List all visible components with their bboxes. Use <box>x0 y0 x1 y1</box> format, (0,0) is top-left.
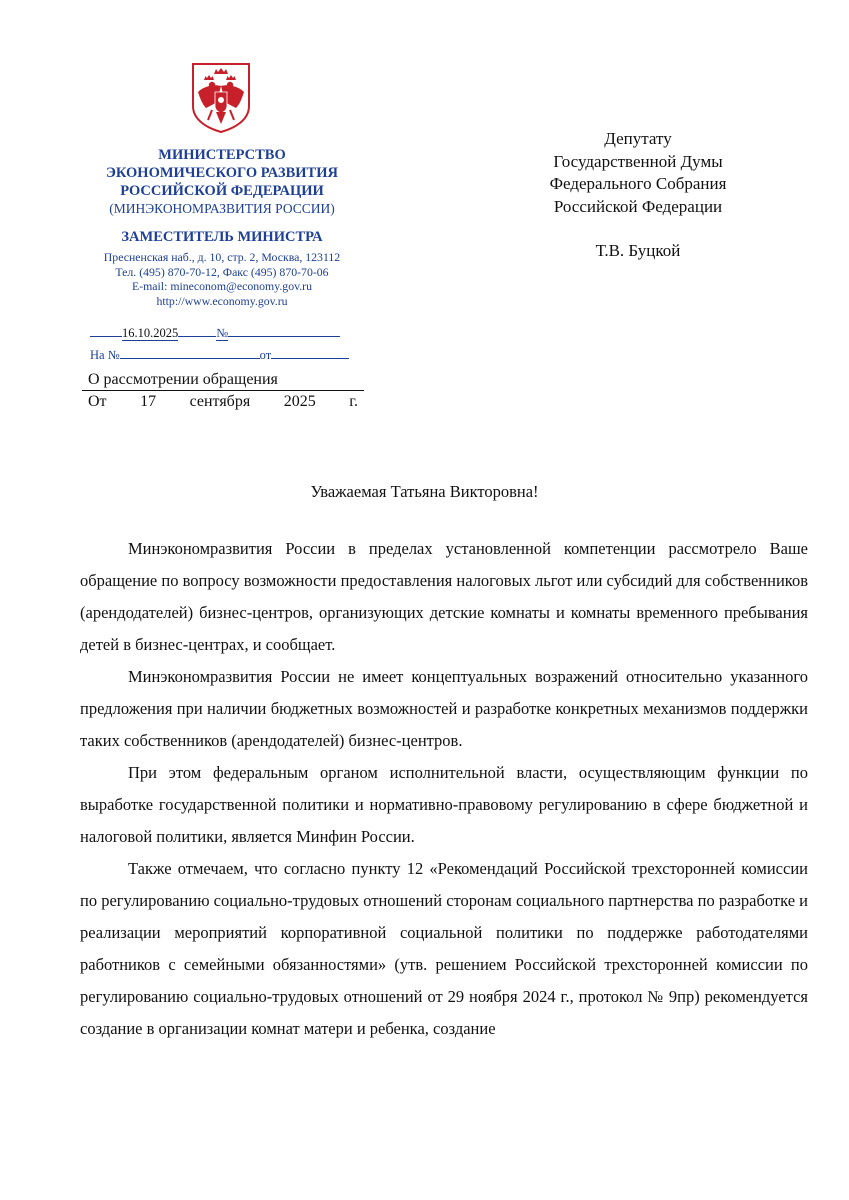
subject-title: О рассмотрении обращения <box>82 370 364 391</box>
subject-word: сентября <box>189 393 251 410</box>
ministry-header <box>82 146 362 246</box>
ministry-address: Пресненская наб., д. 10, стр. 2, Москва, 123112 <box>103 250 341 264</box>
subject-word: 2025 <box>283 393 316 410</box>
greeting: Уважаемая Татьяна Викторовна! <box>310 482 539 501</box>
ministry-name-line-2: ЭКОНОМИЧЕСКОГО РАЗВИТИЯ <box>106 165 338 181</box>
addressee-line: Государственной Думы <box>553 151 723 171</box>
in-reply-line <box>90 346 349 363</box>
body-paragraph: Минэкономразвития России не имеет концептуальных возражений относительно указанного предложения при наличии бюджетных возможностей и разработке конкретных механизмов поддержки таких собственников (арендодателей) бизнес-центров. <box>80 667 808 750</box>
subject-word: г. <box>349 393 358 410</box>
addressee-line: Федерального Собрания <box>549 174 727 193</box>
ministry-email: E-mail: mineconom@economy.gov.ru <box>131 279 313 293</box>
registration-date-line <box>90 324 340 341</box>
body-paragraph: При этом федеральным органом исполнительной власти, осуществляющим функции по выработке государственной политики и нормативно-правовому регулированию в сфере бюджетной и налоговой политики, является Минфин России. <box>80 763 808 846</box>
ministry-phone: Тел. (495) 870-70-12, Факс (495) 870-70-06 <box>115 264 329 279</box>
russian-coat-of-arms-icon <box>190 62 252 134</box>
addressee-block <box>520 128 756 263</box>
in-reply-label: На № <box>90 348 120 362</box>
registration-number-label: № <box>216 326 229 340</box>
ministry-name-line-3: РОССИЙСКОЙ ФЕДЕРАЦИИ <box>120 183 324 199</box>
from-label: от <box>259 348 272 362</box>
subject-word: От <box>88 393 107 410</box>
signatory-position: ЗАМЕСТИТЕЛЬ МИНИСТРА <box>121 229 323 245</box>
addressee-line: Депутату <box>604 129 672 148</box>
ministry-contacts <box>82 250 362 308</box>
addressee-line: Российской Федерации <box>553 196 723 216</box>
ministry-abbreviation: (МИНЭКОНОМРАЗВИТИЯ РОССИИ) <box>109 201 335 216</box>
letter-subject <box>82 370 364 413</box>
letter-body <box>80 533 808 1045</box>
ministry-website: http://www.economy.gov.ru <box>156 293 288 308</box>
subject-date-line <box>82 391 364 413</box>
subject-word: 17 <box>140 393 157 410</box>
registration-date: 16.10.2025 <box>122 326 179 340</box>
ministry-name-line-1: МИНИСТЕРСТВО <box>158 147 286 163</box>
body-paragraph: Минэкономразвития России в пределах установленной компетенции рассмотрело Ваше обращение по вопросу возможности предоставления налоговых льгот или субсидий для собственников (арендодателей) бизнес-центров, организующих детские комнаты и комнаты временного пребывания детей в бизнес-центрах, и сообщает. <box>80 539 808 654</box>
body-paragraph: Также отмечаем, что согласно пункту 12 «Рекомендаций Российской трехсторонней комиссии по регулированию социально-трудовых отношений сторонам социального партнерства по разработке и реализации мероприятий корпоративной социальной политики по поддержке работодателями работников с семейными обязанностями» (утв. решением Российской трехсторонней комиссии по регулированию социально-трудовых отношений от 29 ноября 2024 г., протокол № 9пр) рекомендуется создание в организации комнат матери и ребенка, создание <box>80 859 809 1038</box>
addressee-name: Т.В. Буцкой <box>595 241 681 260</box>
